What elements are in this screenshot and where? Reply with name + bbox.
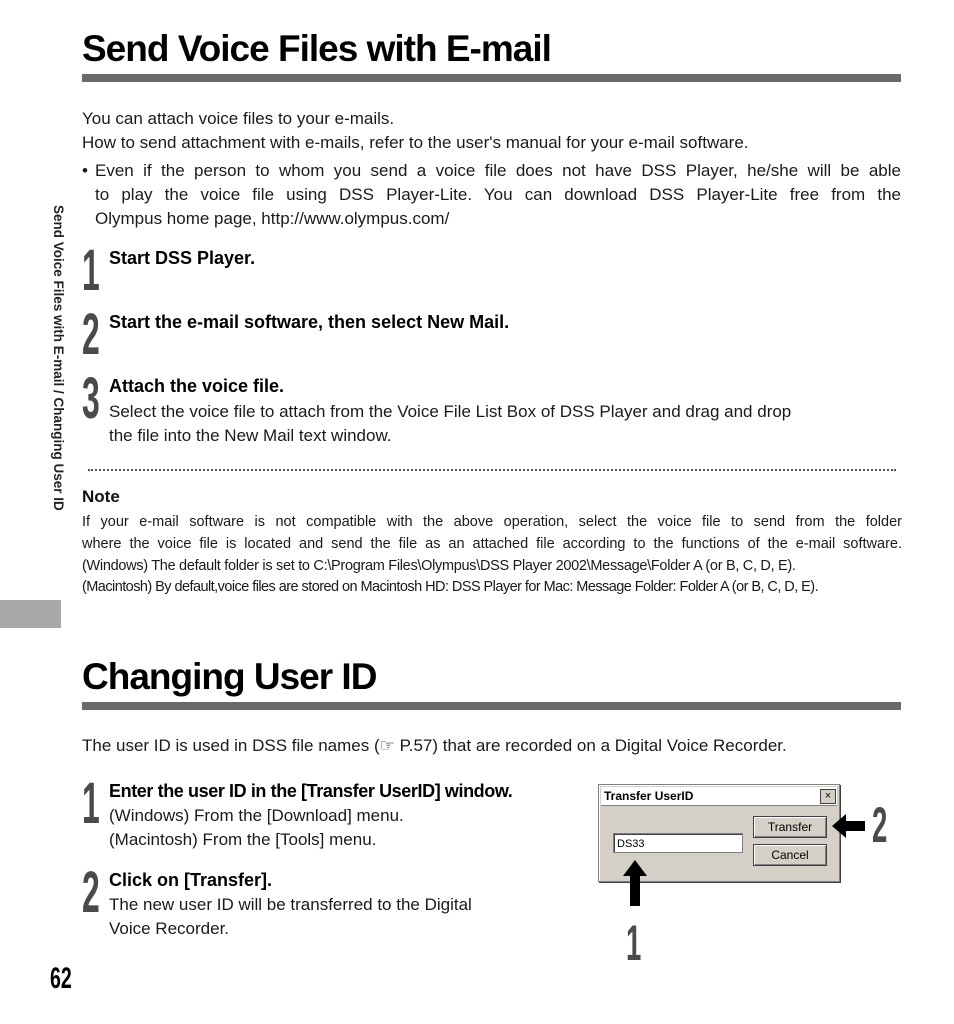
step-number: 3 (82, 366, 100, 431)
dialog-title: Transfer UserID (604, 789, 694, 803)
user-id-input[interactable]: DS33 (613, 833, 743, 853)
section-rule (82, 702, 901, 710)
sidebar-tab-marker (0, 600, 61, 628)
note-line: (Macintosh) By default,voice files are stored on Macintosh HD: DSS Player for Mac: Message Folder: Folder A (or B, C, D, E). (82, 579, 819, 595)
close-icon[interactable]: × (820, 789, 836, 804)
arrow-left-icon (832, 812, 866, 840)
step-number: 2 (82, 302, 100, 367)
section-title-send-voice-files: Send Voice Files with E-mail (82, 28, 551, 69)
step-line: The new user ID will be transferred to the Digital (109, 895, 472, 914)
step-title: Click on [Transfer]. (109, 870, 273, 890)
note-title: Note (82, 487, 120, 506)
step-line: (Macintosh) From the [Tools] menu. (109, 830, 377, 849)
bullet-paragraph (95, 159, 901, 231)
step-line: Voice Recorder. (109, 919, 230, 938)
user-id-intro: The user ID is used in DSS file names (☞ P.57) that are recorded on a Digital Voice Recorder. (82, 736, 787, 755)
page-number: 62 (50, 962, 72, 995)
intro-paragraph (82, 107, 902, 155)
bullet-line: to play the voice file using DSS Player-Lite. You can download DSS Player-Lite free from the (95, 185, 901, 204)
step-line: (Windows) From the [Download] menu. (109, 806, 404, 825)
bullet-line: Even if the person to whom you send a voice file does not have DSS Player, he/she will be able (95, 161, 901, 180)
step-title: Start the e-mail software, then select New Mail. (109, 312, 510, 332)
step-title: Enter the user ID in the [Transfer UserID] window. (109, 781, 513, 801)
intro-line: You can attach voice files to your e-mails. (82, 109, 395, 128)
note-line: (Windows) The default folder is set to C:\Program Files\Olympus\DSS Player 2002\Message\Folder A (or B, C, D, E). (82, 558, 796, 574)
step-number: 2 (82, 860, 100, 925)
step-description (109, 893, 579, 941)
transfer-button[interactable]: Transfer (753, 816, 827, 838)
bullet-symbol: • (82, 161, 88, 180)
arrow-up-icon (621, 860, 649, 906)
step-description (109, 804, 579, 852)
note-line: where the voice file is located and send the file as an attached file according to the functions of the e-mail software. (82, 536, 902, 552)
callout-number-transfer: 2 (872, 797, 888, 853)
step-number: 1 (82, 771, 100, 836)
callout-number-input: 1 (626, 915, 642, 971)
step-description (109, 400, 899, 448)
dialog-titlebar (601, 787, 837, 806)
step-line: Select the voice file to attach from the Voice File List Box of DSS Player and drag and drop (109, 402, 792, 421)
section-title-changing-user-id: Changing User ID (82, 656, 377, 697)
section-rule (82, 74, 901, 82)
bullet-line: Olympus home page, http://www.olympus.com/ (95, 209, 450, 228)
step-line: the file into the New Mail text window. (109, 426, 392, 445)
step-title: Start DSS Player. (109, 248, 256, 268)
intro-line: How to send attachment with e-mails, refer to the user's manual for your e-mail software. (82, 133, 749, 152)
step-title: Attach the voice file. (109, 376, 285, 396)
sidebar-section-label: Send Voice Files with E-mail / Changing User ID (51, 205, 66, 511)
note-line: If your e-mail software is not compatible with the above operation, select the voice file to send from the folder (82, 514, 902, 530)
cancel-button[interactable]: Cancel (753, 844, 827, 866)
step-number: 1 (82, 238, 100, 303)
dotted-separator (88, 469, 896, 471)
